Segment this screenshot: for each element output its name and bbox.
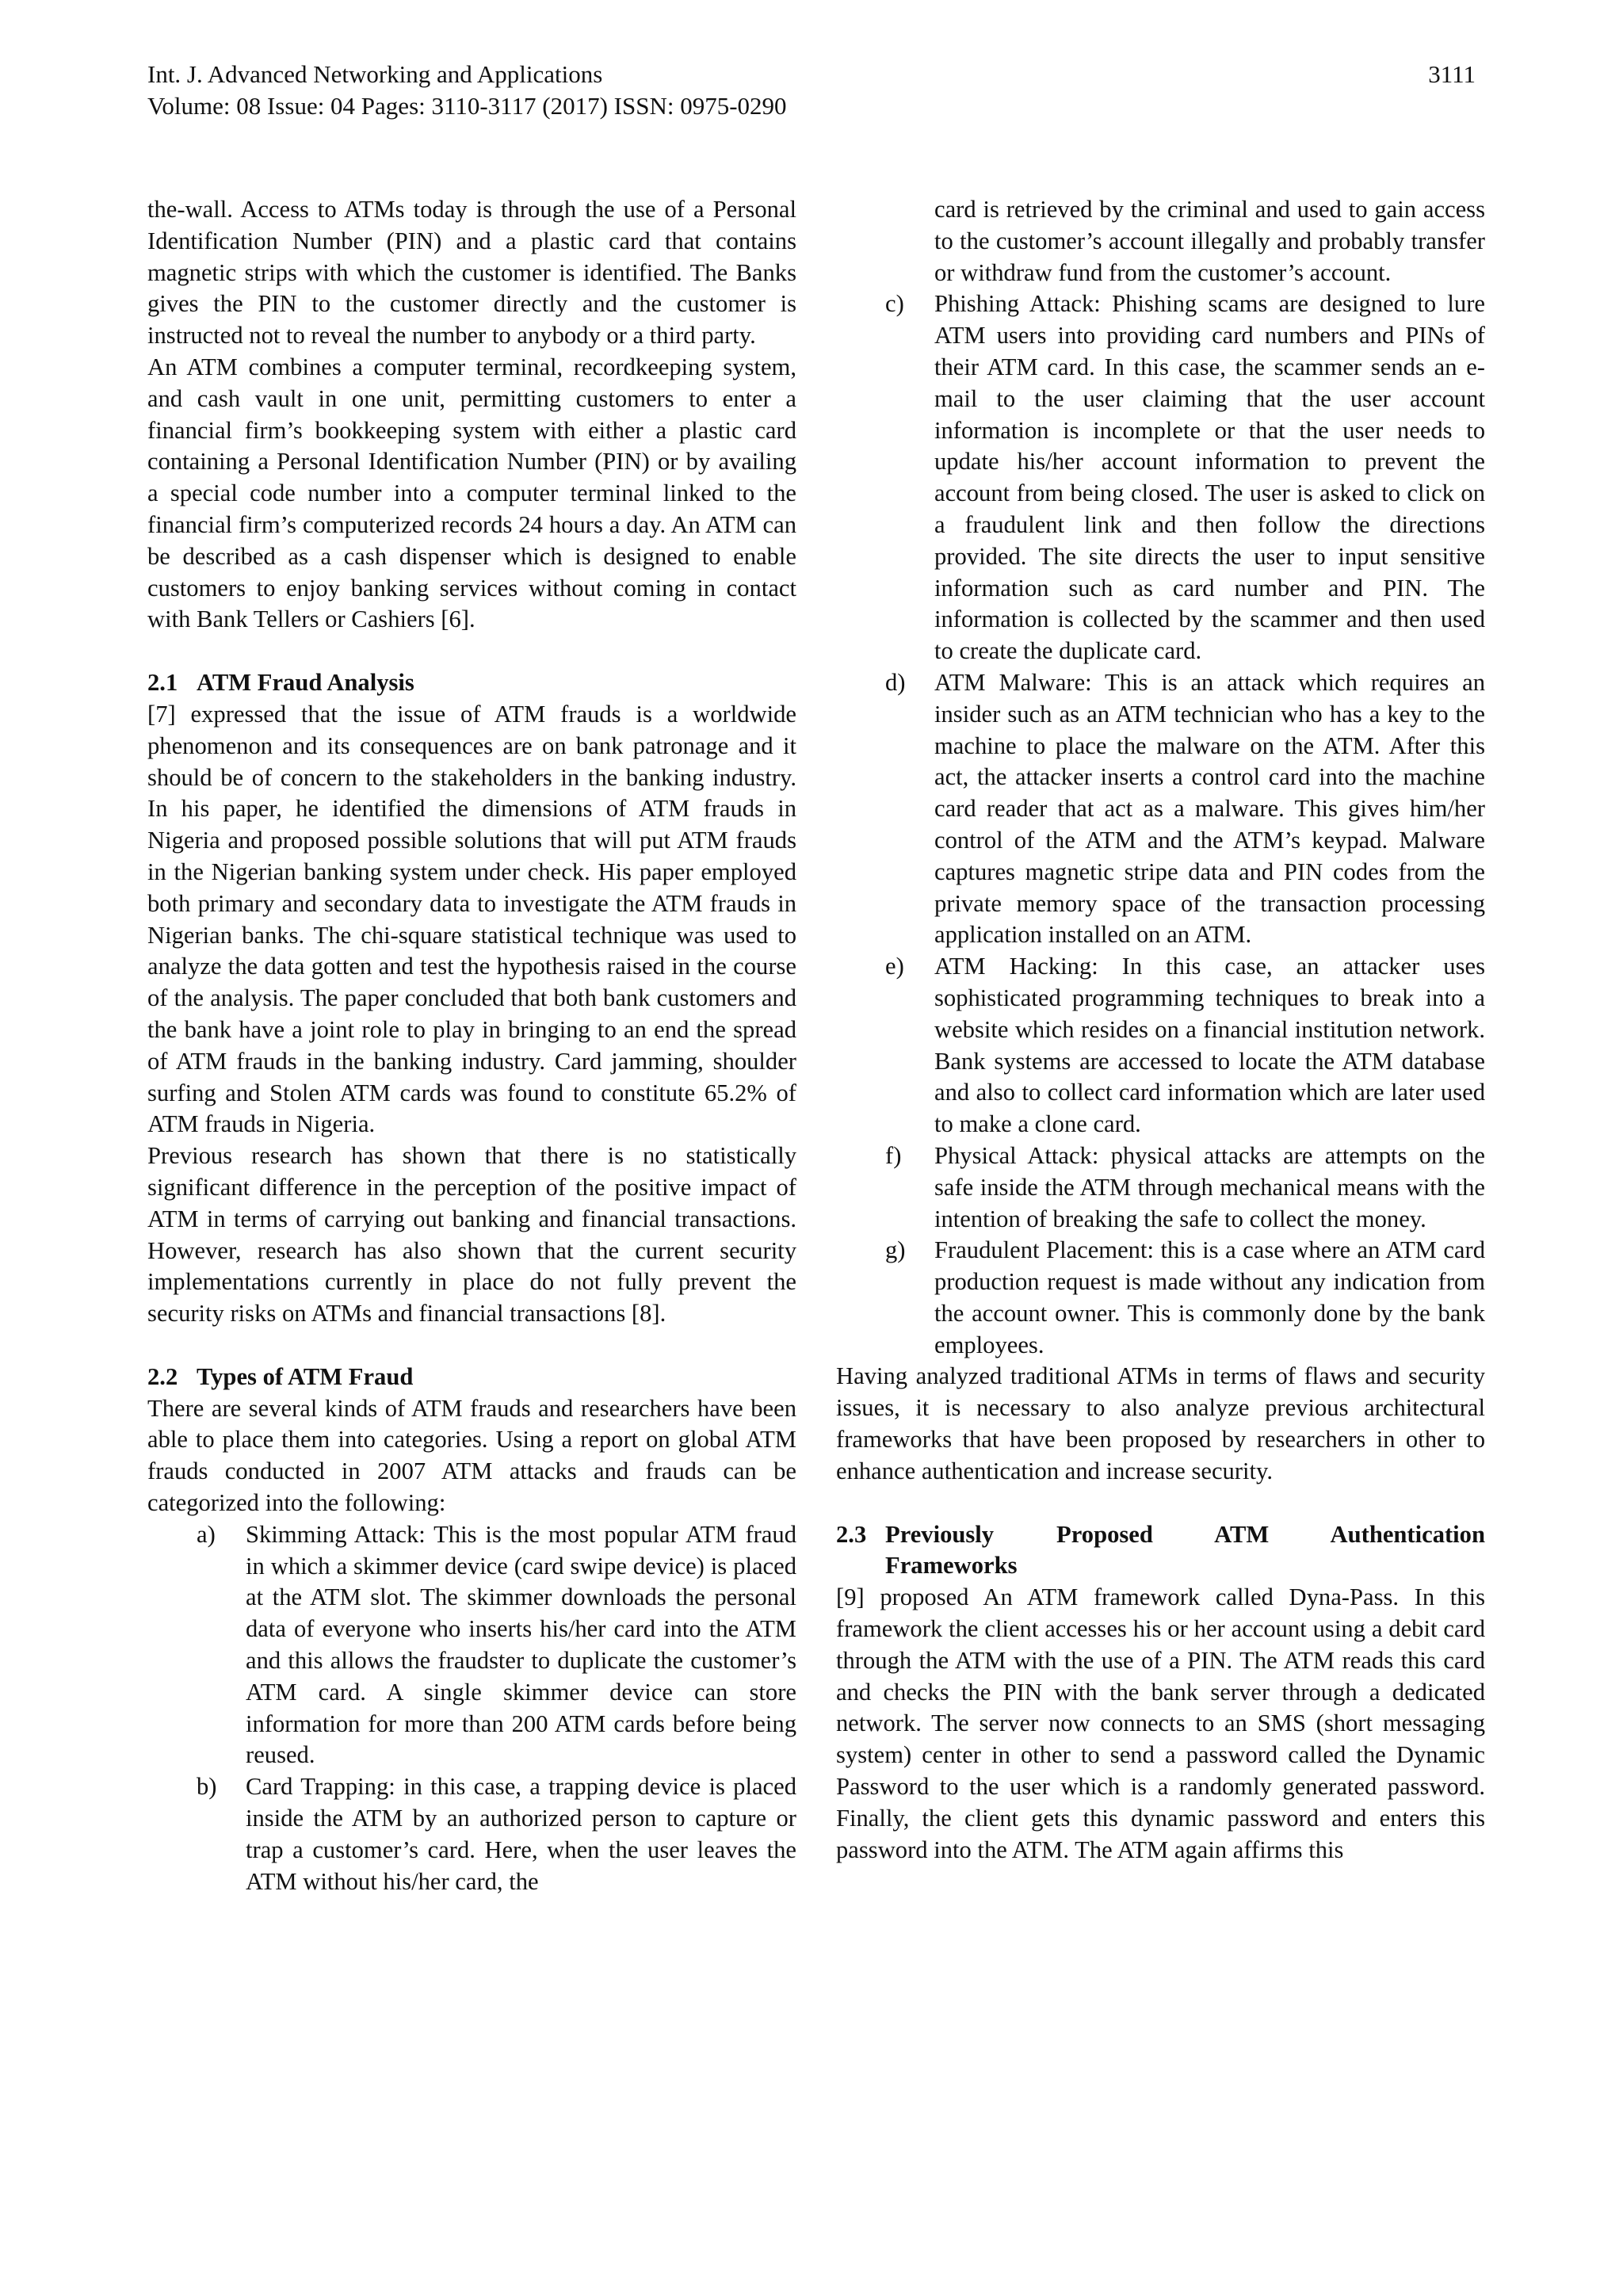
list-marker: c) xyxy=(885,290,904,318)
paragraph: [7] expressed that the issue of ATM frauds is a worldwide phenomenon and its consequences are on bank patronage and it should be of concern to the stakeholders in the banking industry. In his paper, he identified the dimensions of ATM frauds in Nigeria and proposed possible solutions that will put ATM frauds in the Nigerian banking system under check. His paper employed both primary and secondary data to investigate the ATM frauds in Nigerian banks. The chi-square statistical technique was used to analyze the data gotten and test the hypothesis raised in the course of the analysis. The paper concluded that both bank customers and the bank have a joint role to play in bringing to an end the spread of ATM frauds in the banking industry. Card jamming, shoulder surfing and Stolen ATM cards was found to constitute 65.2% of ATM frauds in Nigeria. xyxy=(147,700,796,1138)
list-marker: b) xyxy=(197,1773,217,1801)
paragraph: [9] proposed An ATM framework called Dyna-Pass. In this framework the client accesses his or her account using a debit card through the ATM with the use of a PIN. The ATM reads this card and checks the PIN with the bank server through a dedicated network. The server now connects to an SMS (short messaging system) center in other to send a password called the Dynamic Password to the user which is a randomly generated password. Finally, the client gets this dynamic password and enters this password into the ATM. The ATM again affirms this xyxy=(836,1584,1485,1863)
section-heading-2-3 xyxy=(836,1519,1485,1583)
section-title-continued: Frameworks xyxy=(885,1552,1018,1580)
journal-name: Int. J. Advanced Networking and Applications xyxy=(147,60,603,88)
paragraph: the-wall. Access to ATMs today is through the use of a Personal Identification Number (PIN) and a plastic card that contains magnetic strips with which the customer is identified. The Banks gives the PIN to the customer directly and the customer is instructed not to reveal the number to anybody or a third party. xyxy=(147,196,796,350)
list-item-text: ATM Hacking: In this case, an attacker uses sophisticated programming techniques to break into a website which resides on a financial institution network. Bank systems are accessed to locate the ATM database and also to collect card information which are later used to make a clone card. xyxy=(934,953,1485,1138)
fraud-type-list xyxy=(147,1519,796,1898)
section-number: 2.1 xyxy=(147,669,178,697)
list-marker: d) xyxy=(885,668,906,696)
list-marker: e) xyxy=(885,953,904,980)
list-item-text: Skimming Attack: This is the most popular ATM fraud in which a skimmer device (card swipe device) is placed at the ATM slot. The skimmer downloads the personal data of everyone who inserts his/her card into the ATM and this allows the fraudster to duplicate the customer’s ATM card. A single skimmer device can store information for more than 200 ATM cards before being reused. xyxy=(246,1520,796,1769)
list-item-text: Phishing Attack: Phishing scams are designed to lure ATM users into providing card numbers and PINs of their ATM card. In this case, the scammer sends an e-mail to the user claiming that the user account information is incomplete or that the user needs to update his/her account information to prevent the account from being closed. The user is asked to click on a fraudulent link and then follow the directions provided. The site directs the user to input sensitive information such as card number and PIN. The information is collected by the scammer and then used to create the duplicate card. xyxy=(934,290,1485,665)
section-title: ATM Fraud Analysis xyxy=(197,669,414,697)
section-heading-2-2 xyxy=(147,1362,796,1393)
list-item-continuation: card is retrieved by the criminal and used to gain access to the customer’s account illegally and probably transfer or withdraw fund from the customer’s account. xyxy=(934,196,1485,286)
section-number: 2.2 xyxy=(147,1362,178,1390)
list-marker: g) xyxy=(885,1236,906,1264)
list-item-text: ATM Malware: This is an attack which requires an insider such as an ATM technician who has a key to the machine to place the malware on the ATM. After this act, the attacker inserts a control card into the machine card reader that act as a malware. This gives him/her control of the ATM and the ATM’s keypad. Malware captures magnetic stripe data and PIN codes from the private memory space of the transaction processing application installed on an ATM. xyxy=(934,668,1485,949)
fraud-type-list xyxy=(836,288,1485,1361)
page-number: 3111 xyxy=(1428,60,1476,88)
paragraph: Having analyzed traditional ATMs in terms of flaws and security issues, it is necessary to also analyze previous architectural frameworks that have been proposed by researchers in other to enhance authentication and increase security. xyxy=(836,1362,1485,1484)
paragraph: Previous research has shown that there is no statistically significant difference in the perception of the positive impact of ATM in terms of carrying out banking and financial transactions. However, research has also shown that the current security implementations currently in place do not fully prevent the security risks on ATMs and financial transactions [8]. xyxy=(147,1142,796,1328)
list-item xyxy=(147,1519,796,1771)
section-number: 2.3 xyxy=(836,1520,867,1548)
list-marker: a) xyxy=(197,1520,216,1548)
left-column xyxy=(147,194,796,1897)
list-item-text: Fraudulent Placement: this is a case where an ATM card production request is made without any indication from the account owner. This is commonly done by the bank employees. xyxy=(934,1236,1485,1358)
list-item xyxy=(836,951,1485,1140)
list-item xyxy=(147,1771,796,1897)
paragraph: An ATM combines a computer terminal, recordkeeping system, and cash vault in one unit, permitting customers to enter a financial firm’s bookkeeping system with either a plastic card containing a Personal Identification Number (PIN) or by availing a special code number into a computer terminal linked to the financial firm’s computerized records 24 hours a day. An ATM can be described as a cash dispenser which is designed to enable customers to enjoy banking services without coming in contact with Bank Tellers or Cashiers [6]. xyxy=(147,353,796,633)
section-heading-2-1 xyxy=(147,667,796,699)
page-header xyxy=(147,59,1476,122)
list-item-text: Card Trapping: in this case, a trapping device is placed inside the ATM by an authorized person to capture or trap a customer’s card. Here, when the user leaves the ATM without his/her card, the xyxy=(246,1773,796,1895)
right-column xyxy=(836,194,1485,1866)
list-item xyxy=(836,1235,1485,1361)
journal-volume: Volume: 08 Issue: 04 Pages: 3110-3117 (2017) ISSN: 0975-0290 xyxy=(147,92,787,120)
paragraph: There are several kinds of ATM frauds and researchers have been able to place them into categories. Using a report on global ATM frauds conducted in 2007 ATM attacks and frauds can be categorized into the following: xyxy=(147,1394,796,1517)
list-item-text: Physical Attack: physical attacks are attempts on the safe inside the ATM through mechanical means with the intention of breaking the safe to collect the money. xyxy=(934,1141,1485,1232)
section-title: Types of ATM Fraud xyxy=(197,1362,414,1390)
list-marker: f) xyxy=(885,1141,902,1169)
list-item xyxy=(836,288,1485,667)
section-title: Previously Proposed ATM Authentication xyxy=(885,1520,1485,1548)
list-item xyxy=(836,1140,1485,1235)
list-item xyxy=(836,667,1485,951)
